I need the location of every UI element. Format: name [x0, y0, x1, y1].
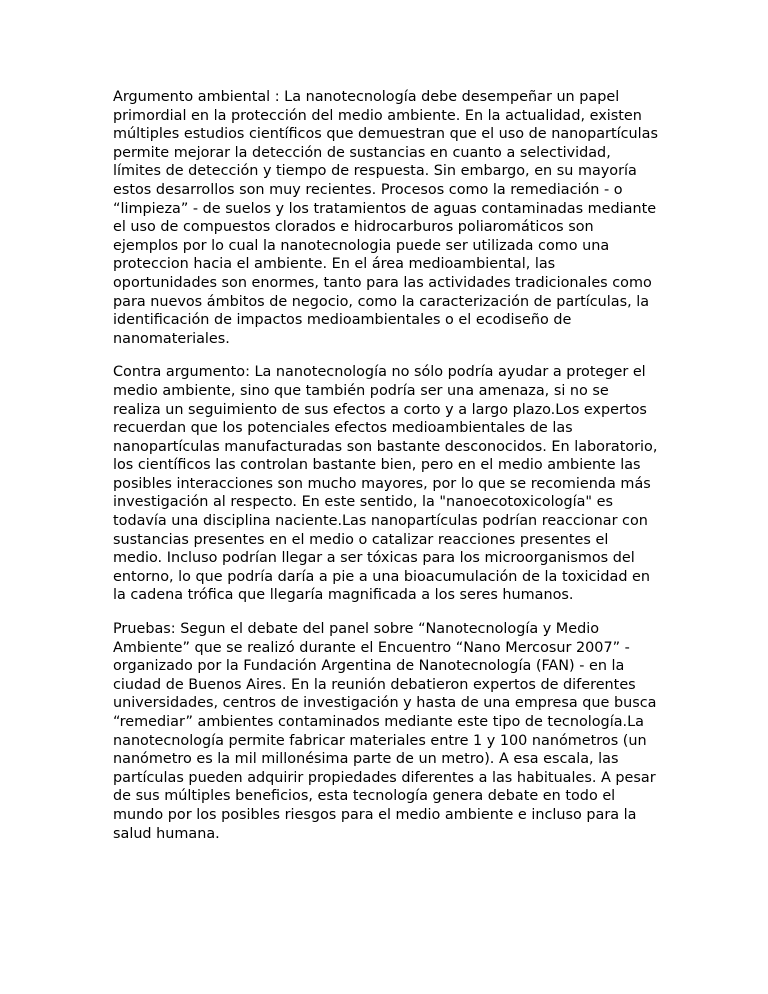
paragraph-pruebas: Pruebas: Segun el debate del panel sobre “Nanotecnología y Medio Ambiente” que se realizó durante el Encuentro “Nano Mercosur 2007” - organizado por la Fundación Argentina de Nanotecnología (FAN) - en la ciudad de Buenos Aires. En la reunión debatieron expertos de diferentes universidades, centros de investigación y hasta de una empresa que busca “remediar” ambientes contaminados mediante este tipo de tecnología.La nanotecnología permite fabricar materiales entre 1 y 100 nanómetros (un nanómetro es la mil millonésima parte de un metro). A esa escala, las partículas pueden adquirir propiedades diferentes a las habituales. A pesar de sus múltiples beneficios, esta tecnología genera debate en todo el mundo por los posibles riesgos para el medio ambiente e incluso para la salud humana. [113, 621, 657, 842]
paragraph-argumento-ambiental: Argumento ambiental : La nanotecnología debe desempeñar un papel primordial en la protección del medio ambiente. En la actualidad, existen múltiples estudios científicos que demuestran que el uso de nanopartículas permite mejorar la detección de sustancias en cuanto a selectividad, límites de detección y tiempo de respuesta. Sin embargo, en su mayoría estos desarrollos son muy recientes. Procesos como la remediación - o “limpieza” - de suelos y los tratamientos de aguas contaminadas mediante el uso de compuestos clorados e hidrocarburos poliaromáticos son ejemplos por lo cual la nanotecnologia puede ser utilizada como una proteccion hacia el ambiente. En el área medioambiental, las oportunidades son enormes, tanto para las actividades tradicionales como para nuevos ámbitos de negocio, como la caracterización de partículas, la identificación de impactos medioambientales o el ecodiseño de nanomateriales. [113, 89, 658, 347]
paragraph-contra-argumento: Contra argumento: La nanotecnología no sólo podría ayudar a proteger el medio ambiente, sino que también podría ser una amenaza, si no se realiza un seguimiento de sus efectos a corto y a largo plazo.Los expertos recuerdan que los potenciales efectos medioambientales de las nanopartículas manufacturadas son bastante desconocidos. En laboratorio, los científicos las controlan bastante bien, pero en el medio ambiente las posibles interacciones son mucho mayores, por lo que se recomienda más investigación al respecto. En este sentido, la "nanoecotoxicología" es todavía una disciplina naciente.Las nanopartículas podrían reaccionar con sustancias presentes en el medio o catalizar reacciones presentes el medio. Incluso podrían llegar a ser tóxicas para los microorganismos del entorno, lo que podría daría a pie a una bioacumulación de la toxicidad en la cadena trófica que llegaría magnificada a los seres humanos. [113, 364, 658, 604]
document-body [113, 88, 658, 843]
